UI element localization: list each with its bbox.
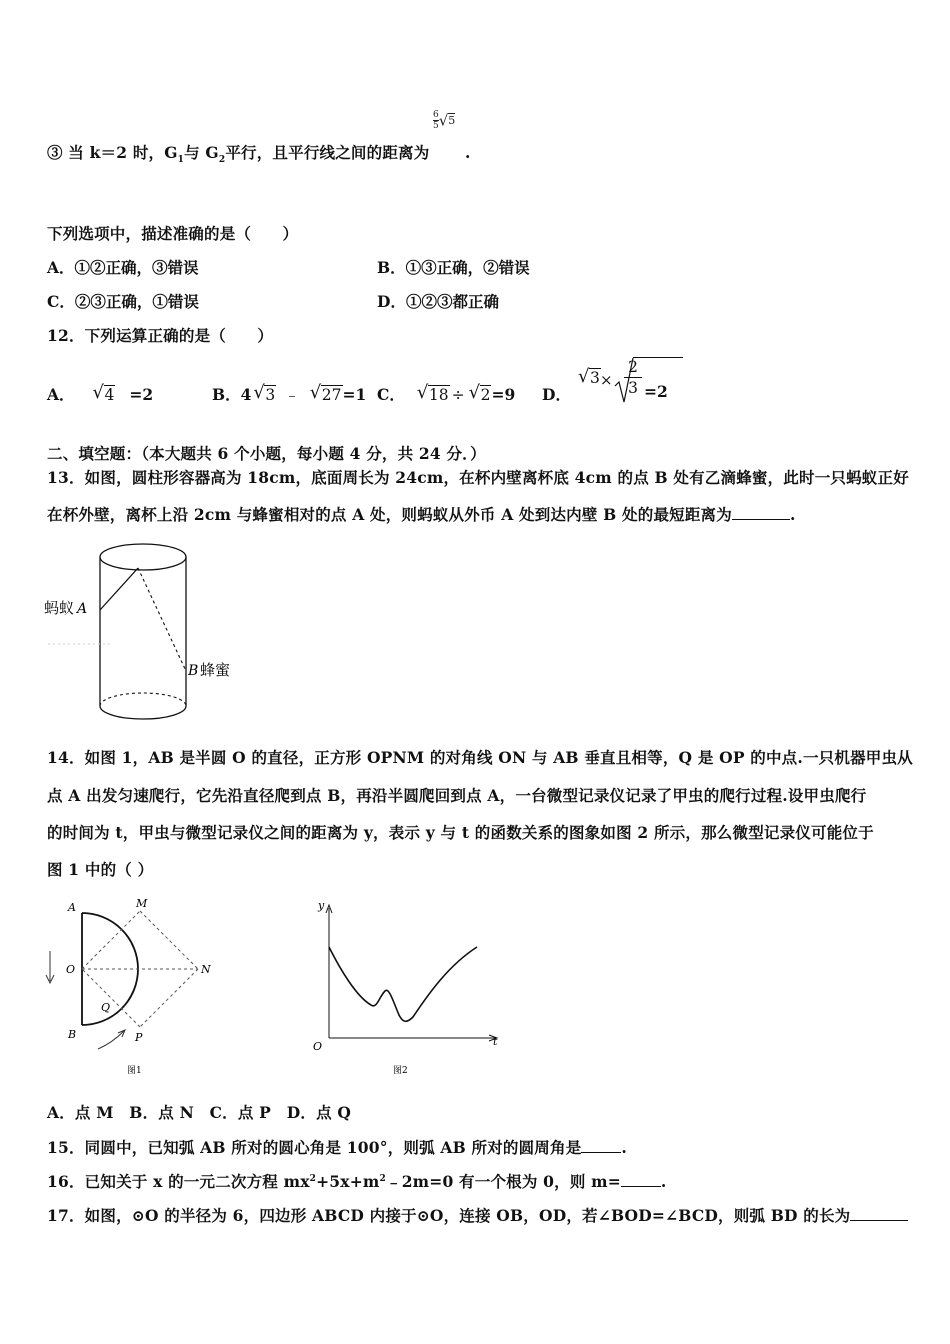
square-np bbox=[140, 969, 198, 1027]
point-b-label: B bbox=[188, 663, 199, 679]
origin-label: O bbox=[313, 1040, 323, 1053]
q11-option-b: B．①③正确，②错误 bbox=[377, 258, 530, 277]
answer-blank bbox=[850, 1220, 908, 1221]
label-b: B bbox=[68, 1028, 77, 1041]
square-mn bbox=[140, 911, 198, 969]
label-p: P bbox=[135, 1031, 143, 1044]
q14-figure1 bbox=[40, 893, 240, 1083]
q12-option-c: C．√ 18 ÷√ 2=9 bbox=[377, 383, 515, 405]
q14-line2: 点 A 出发匀速爬行，它先沿直径爬到点 B，再沿半圆爬回到点 A，一台微型记录仪记录了甲虫的爬行过程.设甲虫爬行 bbox=[47, 786, 867, 805]
section-title: 二、填空题：（本大题共 6 个小题，每小题 4 分，共 24 分．） bbox=[47, 444, 486, 463]
square-po bbox=[82, 969, 140, 1027]
q13-line1: 13．如图，圆柱形容器高为 18cm，底面周长为 24cm，在杯内壁离杯底 4cm 的点 B 处有乙滴蜂蜜，此时一只蚂蚁正好 bbox=[47, 468, 909, 487]
cylinder-top-ellipse bbox=[100, 544, 186, 570]
ant-path-outer bbox=[100, 568, 138, 610]
point-a-label: A bbox=[77, 601, 88, 617]
q14-options: A．点 M B．点 N C．点 P D．点 Q bbox=[47, 1103, 352, 1122]
q11-option-d: D．①②③都正确 bbox=[377, 292, 499, 311]
q16: 16．已知关于 x 的一元二次方程 $mx^2+5x+m^2﹣2m=0$ 有一个根为 0，则 m= . bbox=[47, 1172, 667, 1191]
figure1-caption: 图1 bbox=[127, 1066, 142, 1076]
curved-arrow-icon bbox=[98, 1031, 124, 1049]
q13-line2: 在杯外壁，离杯上沿 2cm 与蜂蜜相对的点 A 处，则蚂蚁从外币 A 处到达内壁 B 处的最短距离为 . bbox=[47, 505, 796, 524]
q14-figure2 bbox=[305, 893, 505, 1083]
q14-line3: 的时间为 t，甲虫与微型记录仪之间的距离为 y，表示 y 与 t 的函数关系的图象如图 2 所示，那么微型记录仪可能位于 bbox=[47, 823, 874, 842]
q17: 17．如图，⊙O 的半径为 6，四边形 ABCD 内接于⊙O，连接 OB，OD，若∠BOD=∠BCD，则弧 BD 的长为 bbox=[47, 1204, 908, 1226]
distance-expression: $\frac{6}{5}$ √5 bbox=[433, 110, 456, 131]
q11-option-a: A．①②正确，③错误 bbox=[47, 258, 199, 277]
q14-line1: 14．如图 1，AB 是半圆 O 的直径，正方形 OPNM 的对角线 ON 与 AB 垂直且相等，Q 是 OP 的中点.一只机器甲虫从 bbox=[47, 748, 913, 767]
answer-blank bbox=[732, 519, 790, 520]
label-n: N bbox=[201, 963, 211, 976]
q11-option-c: C．②③正确，①错误 bbox=[47, 292, 199, 311]
q12-option-d: D． bbox=[542, 385, 571, 404]
label-q: Q bbox=[101, 1001, 111, 1014]
q11-stem: 下列选项中，描述准确的是（ ） bbox=[47, 224, 299, 243]
q12-option-a: A．√ 4 =2 bbox=[47, 383, 153, 405]
figure2-caption: 图2 bbox=[393, 1066, 408, 1076]
axis-y-label: y bbox=[318, 899, 325, 912]
q12-option-b: B．4√ 3 ﹣√ 27=1 bbox=[212, 383, 366, 405]
ant-label: 蚂蚁 bbox=[44, 599, 75, 617]
y-t-curve bbox=[329, 947, 477, 1021]
cylinder-bottom-front bbox=[100, 706, 186, 719]
answer-blank bbox=[621, 1186, 661, 1187]
q11-item3: ③ 当 k＝2 时，$G_1$与 $G_2$平行，且平行线之间的距离为 . bbox=[47, 143, 471, 166]
q13-cylinder-figure bbox=[40, 535, 260, 735]
label-o: O bbox=[66, 963, 76, 976]
axis-t-label: t bbox=[493, 1035, 498, 1048]
q14-line4: 图 1 中的（ ） bbox=[47, 860, 154, 879]
q12-stem: 12．下列运算正确的是（ ） bbox=[47, 326, 274, 345]
cylinder-bottom-back bbox=[100, 693, 186, 706]
square-om bbox=[82, 911, 140, 969]
honey-label: 蜂蜜 bbox=[200, 661, 231, 679]
answer-blank bbox=[581, 1152, 621, 1153]
label-m: M bbox=[136, 897, 148, 910]
ant-path-inner bbox=[138, 568, 186, 671]
q15: 15．同圆中，已知弧 AB 所对的圆心角是 100°，则弧 AB 所对的圆周角是 . bbox=[47, 1138, 628, 1157]
label-a: A bbox=[68, 901, 76, 914]
